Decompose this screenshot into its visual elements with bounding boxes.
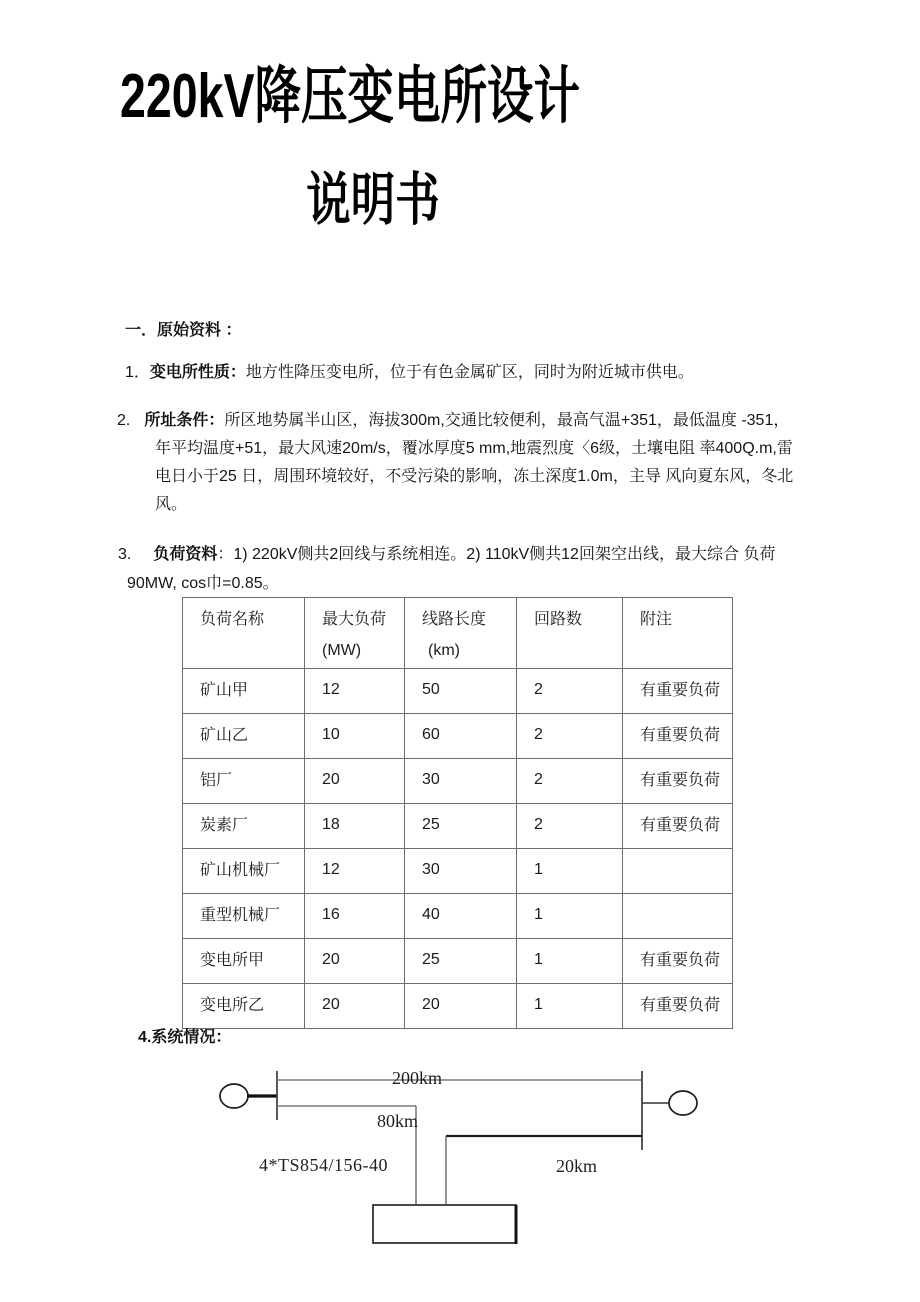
header-circuit-count (517, 598, 623, 669)
heading-text: 4.系统情况： (138, 1029, 232, 1046)
table-row (183, 984, 733, 1029)
cell-load-name: 重型机械厂 (183, 894, 305, 939)
cell-max-load: 20 (305, 939, 405, 984)
header-text: 最大负荷 (322, 611, 387, 628)
cell-max-load: 10 (305, 714, 405, 759)
system-diagram (180, 1055, 725, 1265)
cell-circuits: 1 (517, 984, 623, 1029)
heading-text: 一．原始资料 ： (125, 322, 242, 339)
header-text: 附注 (640, 611, 673, 628)
table-row (183, 669, 733, 714)
item2-label: 所址条件： (144, 412, 225, 429)
cell-circuits: 1 (517, 894, 623, 939)
cell-max-load: 18 (305, 804, 405, 849)
table-header-row (183, 598, 733, 669)
table-row (183, 804, 733, 849)
item2-line1 (117, 407, 793, 435)
cell-remark (623, 849, 733, 894)
cell-circuits: 2 (517, 759, 623, 804)
item2-line3: 电日小于25 日，周围环境较好，不受污染的影响，冻土深度1.0m，主导 风向夏东风，冬北 (155, 468, 794, 485)
cell-load-name: 炭素厂 (183, 804, 305, 849)
header-unit: (MW) (322, 642, 362, 659)
cell-line-length: 60 (405, 714, 517, 759)
cell-line-length: 30 (405, 849, 517, 894)
table-row (183, 759, 733, 804)
cell-line-length: 50 (405, 669, 517, 714)
section-heading-system (138, 1024, 231, 1052)
cell-load-name: 矿山甲 (183, 669, 305, 714)
cell-circuits: 1 (517, 849, 623, 894)
load-table (182, 597, 733, 1029)
page-title-line2: 说明书 (306, 168, 440, 232)
cell-line-length: 30 (405, 759, 517, 804)
cell-circuits: 1 (517, 939, 623, 984)
cell-max-load: 12 (305, 849, 405, 894)
cell-load-name: 矿山机械厂 (183, 849, 305, 894)
item2-line1-text: 所区地势属半山区，海拔300m,交通比较便利，最高气温+351，最低温度 -351， (224, 412, 790, 429)
generator-left-icon (220, 1084, 248, 1108)
generator-right-icon (669, 1091, 697, 1115)
item3-label: 负荷资料 (153, 546, 218, 563)
cell-max-load: 16 (305, 894, 405, 939)
cell-circuits: 2 (517, 714, 623, 759)
line-20km-label: 20km (556, 1156, 598, 1176)
item-substation-nature (125, 359, 694, 387)
cell-load-name: 矿山乙 (183, 714, 305, 759)
header-text: 线路长度 (422, 611, 487, 628)
cell-remark: 有重要负荷 (623, 939, 733, 984)
cell-remark: 有重要负荷 (623, 669, 733, 714)
item2-number: 2. (117, 412, 131, 429)
header-text: 负荷名称 (200, 611, 265, 628)
header-load-name (183, 598, 305, 669)
table-row (183, 939, 733, 984)
table-row (183, 894, 733, 939)
cell-remark: 有重要负荷 (623, 984, 733, 1029)
item-load-data (118, 540, 775, 598)
cell-load-name: 铝厂 (183, 759, 305, 804)
header-max-load (305, 598, 405, 669)
item1-label: 变电所性质： (149, 364, 246, 381)
substation-box (373, 1205, 516, 1243)
cell-line-length: 20 (405, 984, 517, 1029)
cell-remark (623, 894, 733, 939)
header-text: 回路数 (534, 611, 583, 628)
section-heading-original-data (125, 317, 241, 345)
item-site-conditions (117, 407, 793, 519)
cell-max-load: 12 (305, 669, 405, 714)
item2-line2: 年平均温度+51，最大风速20m/s，覆冰厚度5 mm,地震烈度〈6级，土壤电阻 率400Q.m,雷 (155, 440, 793, 457)
table-row (183, 714, 733, 759)
header-unit: (km) (428, 642, 460, 659)
header-line-length (405, 598, 517, 669)
cell-max-load: 20 (305, 759, 405, 804)
line-80km-label: 80km (377, 1111, 419, 1131)
cell-load-name: 变电所乙 (183, 984, 305, 1029)
page-title-line1: 220kV降压变电所设计 (120, 62, 580, 131)
cell-max-load: 20 (305, 984, 405, 1029)
item3-line1-text: ：1) 220kV侧共2回线与系统相连。2) 110kV侧共12回架空出线，最大综合 负荷 (217, 546, 776, 563)
cell-circuits: 2 (517, 804, 623, 849)
cell-circuits: 2 (517, 669, 623, 714)
cell-line-length: 40 (405, 894, 517, 939)
item1-text: 地方性降压变电所，位于有色金属矿区，同时为附近城市供电。 (245, 364, 694, 381)
item1-number: 1． (125, 364, 150, 381)
table-row (183, 849, 733, 894)
cell-line-length: 25 (405, 939, 517, 984)
header-remark (623, 598, 733, 669)
cell-remark: 有重要负荷 (623, 759, 733, 804)
conductor-type-label: 4*TS854/156-40 (259, 1155, 389, 1175)
item3-line2: 90MW, cos巾=0.85。 (127, 575, 279, 592)
cell-remark: 有重要负荷 (623, 714, 733, 759)
item2-line4: 风。 (155, 496, 188, 513)
cell-remark: 有重要负荷 (623, 804, 733, 849)
cell-load-name: 变电所甲 (183, 939, 305, 984)
item3-number: 3. (118, 546, 132, 563)
line-200km-label: 200km (392, 1068, 443, 1088)
cell-line-length: 25 (405, 804, 517, 849)
item3-line1 (118, 540, 775, 569)
